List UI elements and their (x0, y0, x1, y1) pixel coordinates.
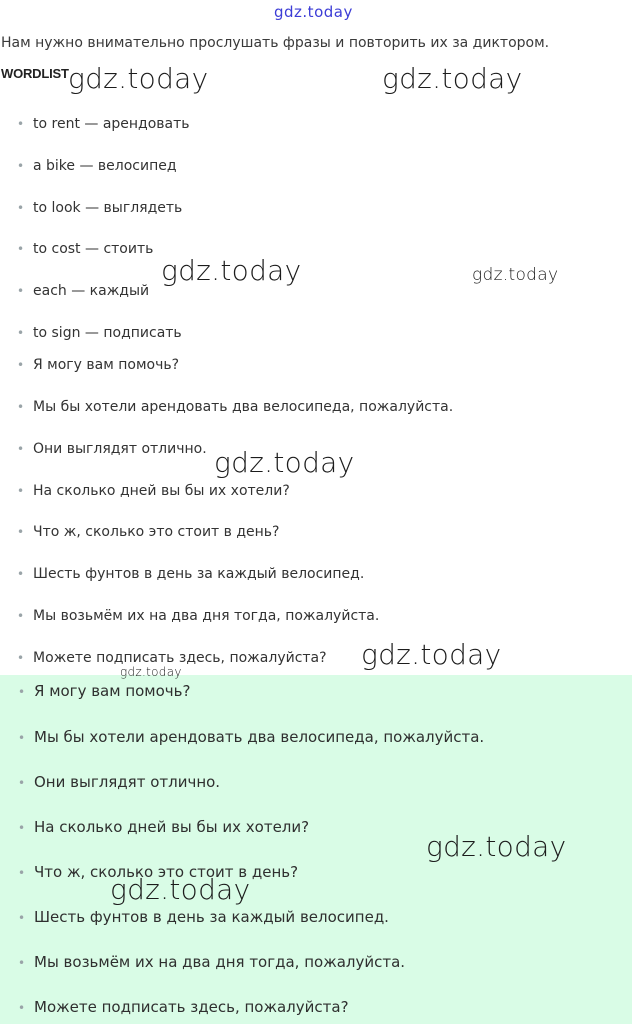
watermark: gdz.today (68, 62, 209, 95)
watermark: gdz.today (161, 254, 302, 287)
list-item (17, 241, 153, 257)
list-item (17, 441, 207, 457)
site-logo[interactable]: gdz.today (274, 3, 353, 21)
watermark: gdz.today (120, 665, 182, 679)
answer-item-text: Они выглядят отлично. (34, 773, 221, 791)
watermark: gdz.today (382, 62, 523, 95)
list-item (17, 483, 290, 499)
list-item (17, 650, 327, 666)
answer-item-text: Мы бы хотели арендовать два велосипеда, пожалуйста. (34, 728, 485, 746)
bullet: • (17, 358, 25, 372)
wordlist-heading: WORDLIST (1, 66, 69, 81)
list-item (17, 357, 179, 373)
list-item (17, 566, 364, 582)
list-item (17, 158, 177, 174)
list-item-text: Они выглядят отлично. (33, 441, 207, 457)
bullet: • (18, 776, 26, 790)
list-item (17, 399, 453, 415)
list-item-text: Что ж, сколько это стоит в день? (33, 524, 280, 540)
bullet: • (18, 1001, 26, 1015)
answer-item-text: Шесть фунтов в день за каждый велосипед. (34, 908, 389, 926)
bullet: • (18, 731, 26, 745)
watermark: gdz.today (361, 638, 502, 671)
list-item (17, 608, 379, 624)
watermark: gdz.today (110, 873, 251, 906)
list-item-text: Я могу вам помочь? (33, 357, 180, 373)
list-item-text: Мы бы хотели арендовать два велосипеда, пожалуйста. (33, 399, 454, 415)
watermark: gdz.today (214, 446, 355, 479)
list-item (17, 283, 149, 299)
bullet: • (17, 242, 25, 256)
bullet: • (17, 117, 25, 131)
answer-item-text: Можете подписать здесь, пожалуйста? (34, 998, 349, 1016)
bullet: • (18, 956, 26, 970)
bullet: • (17, 442, 25, 456)
bullet: • (17, 567, 25, 581)
list-item-text: Мы возьмём их на два дня тогда, пожалуйста. (33, 608, 380, 624)
answer-item-text: Я могу вам помочь? (34, 682, 191, 700)
list-item (17, 116, 190, 132)
answer-item-text: Что ж, сколько это стоит в день? (34, 863, 299, 881)
bullet: • (17, 400, 25, 414)
answer-item (18, 728, 484, 746)
bullet: • (17, 525, 25, 539)
list-item (17, 325, 182, 341)
bullet: • (17, 484, 25, 498)
answer-item-text: Мы возьмём их на два дня тогда, пожалуйста. (34, 953, 406, 971)
bullet: • (18, 911, 26, 925)
list-item-text: to rent — арендовать (33, 116, 190, 132)
bullet: • (17, 326, 25, 340)
watermark: gdz.today (426, 830, 567, 863)
list-item-text: На сколько дней вы бы их хотели? (33, 483, 290, 499)
answer-item-text: На сколько дней вы бы их хотели? (34, 818, 310, 836)
list-item (17, 200, 182, 216)
answer-item (18, 773, 220, 791)
list-item-text: each — каждый (33, 283, 150, 299)
list-item-text: Шесть фунтов в день за каждый велосипед. (33, 566, 365, 582)
list-item (17, 524, 279, 540)
answer-item (18, 818, 309, 836)
bullet: • (18, 685, 26, 699)
bullet: • (18, 821, 26, 835)
instruction-text: Нам нужно внимательно прослушать фразы и повторить их за диктором. (1, 35, 550, 51)
list-item-text: to look — выглядеть (33, 200, 183, 216)
answer-item (18, 953, 405, 971)
bullet: • (17, 609, 25, 623)
bullet: • (17, 201, 25, 215)
bullet: • (17, 651, 25, 665)
answer-item (18, 908, 389, 926)
list-item-text: to sign — подписать (33, 325, 182, 341)
bullet: • (18, 866, 26, 880)
list-item-text: to cost — стоить (33, 241, 154, 257)
list-item-text: Можете подписать здесь, пожалуйста? (33, 650, 327, 666)
answer-item (18, 998, 349, 1016)
bullet: • (17, 284, 25, 298)
list-item-text: a bike — велосипед (33, 158, 177, 174)
answer-item (18, 682, 190, 700)
bullet: • (17, 159, 25, 173)
watermark: gdz.today (472, 265, 559, 285)
